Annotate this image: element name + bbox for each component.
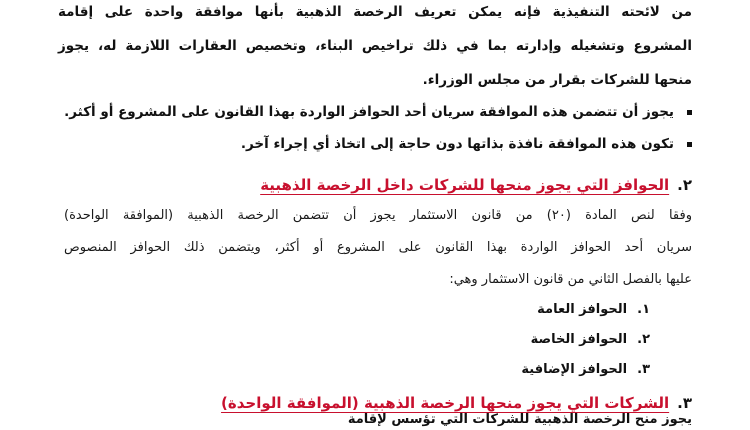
list-item-label: الحوافز العامة: [537, 302, 628, 317]
bullet-item-1: يجوز أن تتضمن هذه الموافقة سريان أحد الحوافز الواردة بهذا القانون على المشروع أو أكثر.: [64, 104, 674, 120]
list-item-label: الحوافز الخاصة: [530, 332, 628, 347]
section-2-para-line-2: سريان أحد الحوافز الواردة بهذا القانون على المشروع أو أكثر، ويتضمن ذلك الحوافز المنصوص: [64, 240, 692, 255]
list-item-number: ٣.: [637, 362, 650, 377]
list-item: [531, 330, 650, 350]
list-item: [537, 300, 650, 320]
section-3-partial-text: يجوز منح الرخصة الذهبية للشركات التي تؤسس لإقامة: [347, 412, 692, 427]
list-item: [521, 360, 650, 380]
intro-line-2: المشروع وتشغيله وإدارته بما في ذلك تراخيص البناء، وتخصيص العقارات اللازمة له، يجوز: [58, 38, 692, 54]
section-2-para-line-1: وفقا لنص المادة (٢٠) من قانون الاستثمار يجوز أن تتضمن الرخصة الذهبية (الموافقة الواحدة): [64, 208, 692, 223]
list-item-number: ٢.: [637, 332, 650, 347]
intro-line-1: من لائحته التنفيذية فإنه يمكن تعريف الرخصة الذهبية بأنها موافقة واحدة على إقامة: [58, 4, 692, 20]
bullet-marker: [687, 142, 692, 147]
section-2-title: الحوافز التي يجوز منحها للشركات داخل الرخصة الذهبية: [260, 176, 670, 194]
intro-line-3: منحها للشركات بقرار من مجلس الوزراء.: [422, 72, 692, 88]
list-item-number: ١.: [637, 302, 650, 317]
section-2-heading: [260, 174, 692, 196]
section-3-title: الشركات التي يجوز منحها الرخصة الذهبية (الموافقة الواحدة): [221, 394, 670, 412]
bullet-item-2: تكون هذه الموافقة نافذة بذاتها دون حاجة إلى اتخاذ أي إجراء آخر.: [240, 136, 674, 152]
section-3-partial-line: [347, 412, 692, 430]
bullet-marker: [687, 110, 692, 115]
list-item-label: الحوافز الإضافية: [521, 362, 628, 377]
section-3-number: ٣.: [677, 394, 692, 412]
section-2-para-line-3: عليها بالفصل الثاني من قانون الاستثمار وهي:: [449, 272, 692, 287]
section-2-number: ٢.: [677, 176, 692, 194]
